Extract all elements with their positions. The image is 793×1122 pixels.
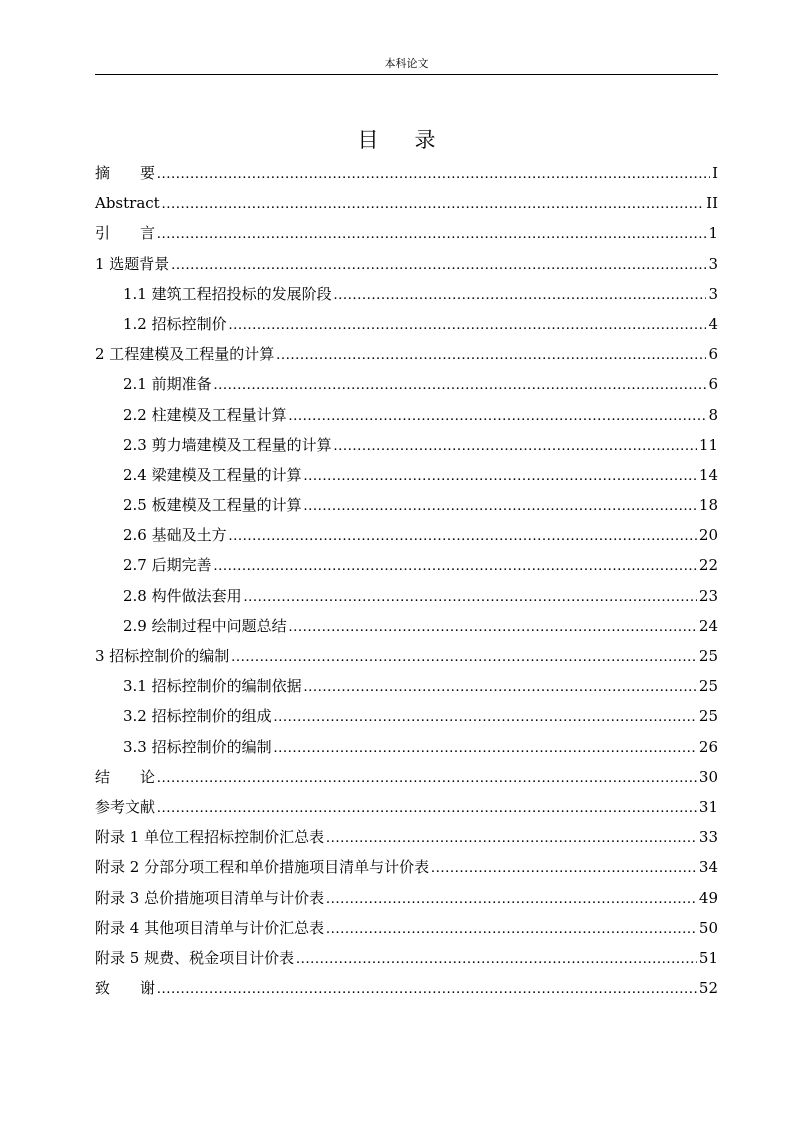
toc-entry-label: 2.9 绘制过程中问题总结 <box>123 616 287 635</box>
toc-entry-page: 3 <box>708 284 718 303</box>
toc-entry-page: 4 <box>708 314 718 333</box>
toc-entry-page: 6 <box>708 345 718 364</box>
toc-entry[interactable] <box>95 460 718 490</box>
toc-entry-page: 8 <box>708 405 718 424</box>
toc-dot-leader <box>214 370 707 400</box>
toc-entry-label: 致谢 <box>95 979 186 998</box>
toc-entry-label: 2.8 构件做法套用 <box>123 586 242 605</box>
toc-entry-page: 25 <box>698 677 718 696</box>
toc-dot-leader <box>326 884 697 914</box>
toc-entry[interactable] <box>95 339 718 369</box>
toc-entry[interactable] <box>95 852 718 882</box>
toc-entry-page: 25 <box>698 707 718 726</box>
toc-entry[interactable] <box>95 249 718 279</box>
toc-dot-leader <box>244 582 697 612</box>
toc-dot-leader <box>304 461 697 491</box>
toc-entry[interactable] <box>95 762 718 792</box>
toc-dot-leader <box>229 521 697 551</box>
toc-entry-label: 2 工程建模及工程量的计算 <box>95 345 275 364</box>
toc-entry-page: 49 <box>698 888 718 907</box>
toc-entry-page: 52 <box>698 979 718 998</box>
toc-entry-page: 25 <box>698 647 718 665</box>
toc-dot-leader <box>157 763 697 793</box>
toc-entry[interactable] <box>95 218 718 248</box>
toc-dot-leader <box>171 250 706 280</box>
toc-entry-label: 3.3 招标控制价的编制 <box>123 737 272 756</box>
toc-entry-page: 3 <box>708 254 718 273</box>
toc-entry-page: 30 <box>698 767 718 786</box>
toc-entry[interactable] <box>95 701 718 731</box>
toc-dot-leader <box>274 733 697 763</box>
toc-dot-leader <box>274 702 697 732</box>
toc-entry-page: 24 <box>698 616 718 635</box>
toc-entry-page: 6 <box>708 375 718 394</box>
toc-entry[interactable] <box>95 520 718 550</box>
toc-entry-label: 2.3 剪力墙建模及工程量的计算 <box>123 435 332 454</box>
toc-entry-label: 2.5 板建模及工程量的计算 <box>123 496 302 515</box>
toc-dot-leader <box>326 823 697 853</box>
toc-entry-label: 1.1 建筑工程招投标的发展阶段 <box>123 284 332 303</box>
toc-entry-page: 14 <box>698 465 718 484</box>
toc-entry-page: I <box>712 164 718 182</box>
header-rule <box>95 74 718 75</box>
toc-entry-label: 2.7 后期完善 <box>123 556 212 575</box>
toc-entry-label: 2.2 柱建模及工程量计算 <box>123 405 287 424</box>
toc-dot-leader <box>157 219 706 249</box>
toc-dot-leader <box>431 853 697 883</box>
toc-entry-page: 31 <box>698 797 718 816</box>
toc-entry-label: Abstract <box>95 194 160 213</box>
toc-entry[interactable] <box>95 581 718 611</box>
toc-entry-page: 22 <box>698 556 718 575</box>
toc-dot-leader <box>229 310 707 340</box>
toc-entry-label: 引言 <box>95 224 186 243</box>
toc-entry-page: 50 <box>698 918 718 937</box>
toc-entry-label: 结论 <box>95 767 186 786</box>
toc-entry-page: 33 <box>698 828 718 847</box>
toc-entry[interactable] <box>95 973 718 1003</box>
toc-dot-leader <box>304 672 697 702</box>
toc-entry-label: 附录 2 分部分项工程和单价措施项目清单与计价表 <box>95 858 430 877</box>
toc-entry[interactable] <box>95 158 718 188</box>
toc-dot-leader <box>276 340 706 370</box>
page-header: 本科论文 <box>384 57 429 70</box>
toc-entry-page: 1 <box>708 224 718 243</box>
toc-entry-page: 26 <box>698 737 718 756</box>
toc-entry[interactable] <box>95 822 718 852</box>
toc-entry[interactable] <box>95 792 718 822</box>
toc-entry[interactable] <box>95 883 718 913</box>
toc-entry-label: 附录 5 规费、税金项目计价表 <box>95 948 295 967</box>
toc-entry-label: 3.1 招标控制价的编制依据 <box>123 677 302 696</box>
toc-dot-leader <box>326 914 697 944</box>
toc-entry-label: 3.2 招标控制价的组成 <box>123 707 272 726</box>
toc-dot-leader <box>157 974 697 1004</box>
toc-entry-label: 1 选题背景 <box>95 254 170 273</box>
toc-dot-leader <box>289 612 697 642</box>
toc-entry-page: 34 <box>698 858 718 877</box>
toc-entry[interactable] <box>95 400 718 430</box>
toc-dot-leader <box>304 491 697 521</box>
toc-entry-page: 20 <box>698 526 718 545</box>
toc-title: 目录 <box>357 128 472 152</box>
toc-entry-label: 3 招标控制价的编制 <box>95 647 230 665</box>
toc-entry-label: 附录 3 总价措施项目清单与计价表 <box>95 888 325 907</box>
toc-entry-label: 2.4 梁建模及工程量的计算 <box>123 465 302 484</box>
toc-entry-page: 11 <box>698 435 718 454</box>
toc-entry[interactable] <box>95 550 718 580</box>
toc-entry-page: II <box>706 194 718 213</box>
toc-entry[interactable] <box>95 611 718 641</box>
toc-entry[interactable] <box>95 490 718 520</box>
toc-entry-label: 1.2 招标控制价 <box>123 314 227 333</box>
toc-entry-label: 2.6 基础及土方 <box>123 526 227 545</box>
toc-entry[interactable] <box>95 279 718 309</box>
toc-entry-label: 附录 4 其他项目清单与计价汇总表 <box>95 918 325 937</box>
toc-entry-page: 51 <box>698 948 718 967</box>
toc-entry-page: 23 <box>698 586 718 605</box>
toc-entry[interactable] <box>95 641 718 671</box>
toc-entry[interactable] <box>95 188 718 218</box>
toc-entry-page: 18 <box>698 496 718 515</box>
toc-dot-leader <box>231 642 697 672</box>
toc-entry[interactable] <box>95 430 718 460</box>
toc-dot-leader <box>289 401 707 431</box>
toc-dot-leader <box>334 431 697 461</box>
toc-dot-leader <box>157 793 697 823</box>
toc-entry-label: 摘要 <box>95 164 186 182</box>
toc-dot-leader <box>296 944 697 974</box>
toc-dot-leader <box>214 551 697 581</box>
toc-entry[interactable] <box>95 943 718 973</box>
toc-entry-label: 附录 1 单位工程招标控制价汇总表 <box>95 828 325 847</box>
table-of-contents <box>95 158 718 1003</box>
toc-entry[interactable] <box>95 309 718 339</box>
toc-entry[interactable] <box>95 671 718 701</box>
toc-entry[interactable] <box>95 732 718 762</box>
toc-dot-leader <box>162 189 704 219</box>
toc-dot-leader <box>157 159 710 189</box>
toc-entry-label: 参考文献 <box>95 797 156 816</box>
toc-entry[interactable] <box>95 913 718 943</box>
toc-entry[interactable] <box>95 369 718 399</box>
toc-entry-label: 2.1 前期准备 <box>123 375 212 394</box>
toc-dot-leader <box>334 280 707 310</box>
